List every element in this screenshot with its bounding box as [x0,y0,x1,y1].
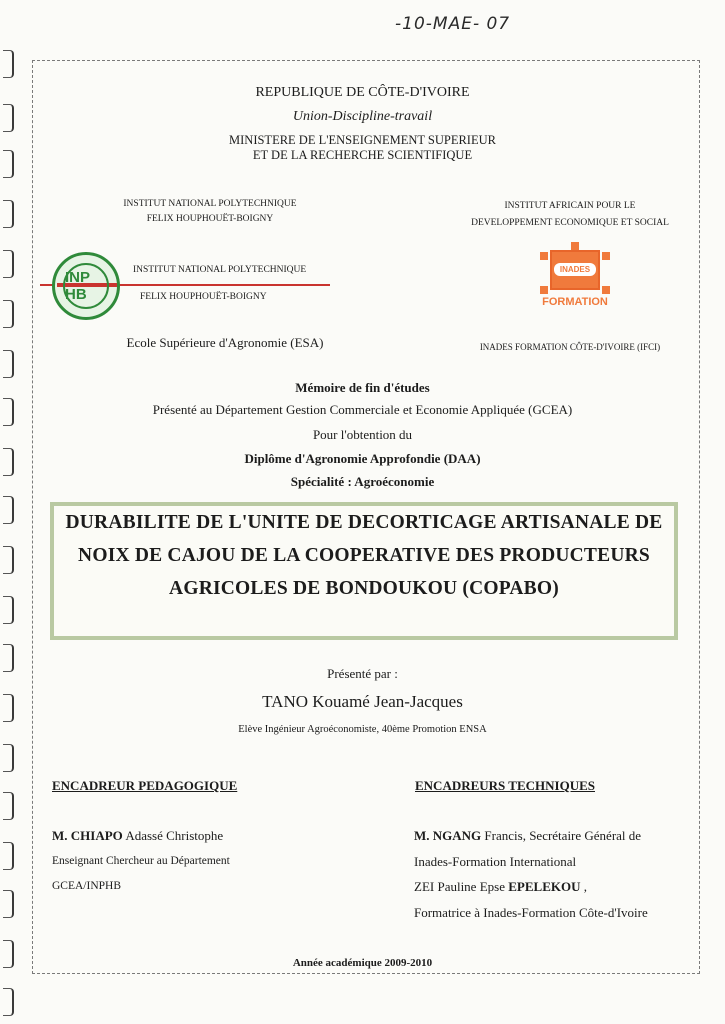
pedagogic-supervisor-heading: ENCADREUR PEDAGOGIQUE [52,778,238,793]
thesis-title-line-1: DURABILITE DE L'UNITE DE DECORTICAGE ARTISANALE DE [65,512,663,533]
department-line: Présenté au Département Gestion Commerciale et Economie Appliquée (GCEA) [152,402,573,417]
school-name: Ecole Supérieure d'Agronomie (ESA) [126,335,324,350]
technical-supervisor-1-role: Inades-Formation International [414,854,577,869]
technical-supervisor-1-name: M. NGANG Francis, Secrétaire Général de [414,828,642,843]
handwritten-reference: -10-MAE- 07 [395,14,511,34]
inp-institute-line-1: INSTITUT NATIONAL POLYTECHNIQUE [123,199,297,209]
inades-logo-box-text: INADES [554,263,596,276]
pedagogic-supervisor-role-2: GCEA/INPHB [52,880,122,892]
technical-supervisor-2-role: Formatrice à Inades-Formation Côte-d'Ivoire [414,905,648,920]
for-line: Pour l'obtention du [312,427,413,442]
inp-logo-name-1: INSTITUT NATIONAL POLYTECHNIQUE [133,265,307,275]
pedagogic-supervisor-name: M. CHIAPO Adassé Christophe [52,828,224,843]
diploma-line: Diplôme d'Agronomie Approfondie (DAA) [244,451,481,466]
republic-title: REPUBLIQUE DE CÔTE-D'IVOIRE [255,85,470,100]
inp-institute-line-2: FELIX HOUPHOUËT-BOIGNY [146,214,274,224]
technical-supervisor-2-name: ZEI Pauline Epse EPELEKOU , [414,879,587,894]
technical-supervisors-heading: ENCADREURS TECHNIQUES [415,778,595,793]
thesis-title-line-2: NOIX DE CAJOU DE LA COOPERATIVE DES PRODUCTEURS [78,545,650,566]
author-description: Elève Ingénieur Agroéconomiste, 40ème Promotion ENSA [238,724,487,735]
inphb-logo-icon [52,252,120,320]
ministry-line-2: ET DE LA RECHERCHE SCIENTIFIQUE [252,148,473,162]
inades-institute-line-1: INSTITUT AFRICAIN POUR LE [504,201,636,211]
pedagogic-supervisor-role-1: Enseignant Chercheur au Département [52,855,230,867]
thesis-title-line-3: AGRICOLES DE BONDOUKOU (COPABO) [169,578,559,599]
inades-formation-logo-icon [540,242,610,310]
academic-year: Année académique 2009-2010 [292,957,433,969]
inphb-logo-text: INP HB [63,263,109,309]
presented-by-label: Présenté par : [327,666,398,681]
inades-logo-word: FORMATION [542,296,608,308]
specialty-line: Spécialité : Agroéconomie [290,474,435,489]
ministry-line-1: MINISTERE DE L'ENSEIGNEMENT SUPERIEUR [229,133,496,147]
inades-office-name: INADES FORMATION CÔTE-D'IVOIRE (IFCI) [479,342,661,352]
inades-institute-line-2: DEVELOPPEMENT ECONOMIQUE ET SOCIAL [471,218,669,228]
author-name: TANO Kouamé Jean-Jacques [262,692,463,711]
inp-logo-name-2: FELIX HOUPHOUËT-BOIGNY [140,292,267,302]
national-motto: Union-Discipline-travail [292,109,433,124]
memoire-heading: Mémoire de fin d'études [295,380,430,395]
